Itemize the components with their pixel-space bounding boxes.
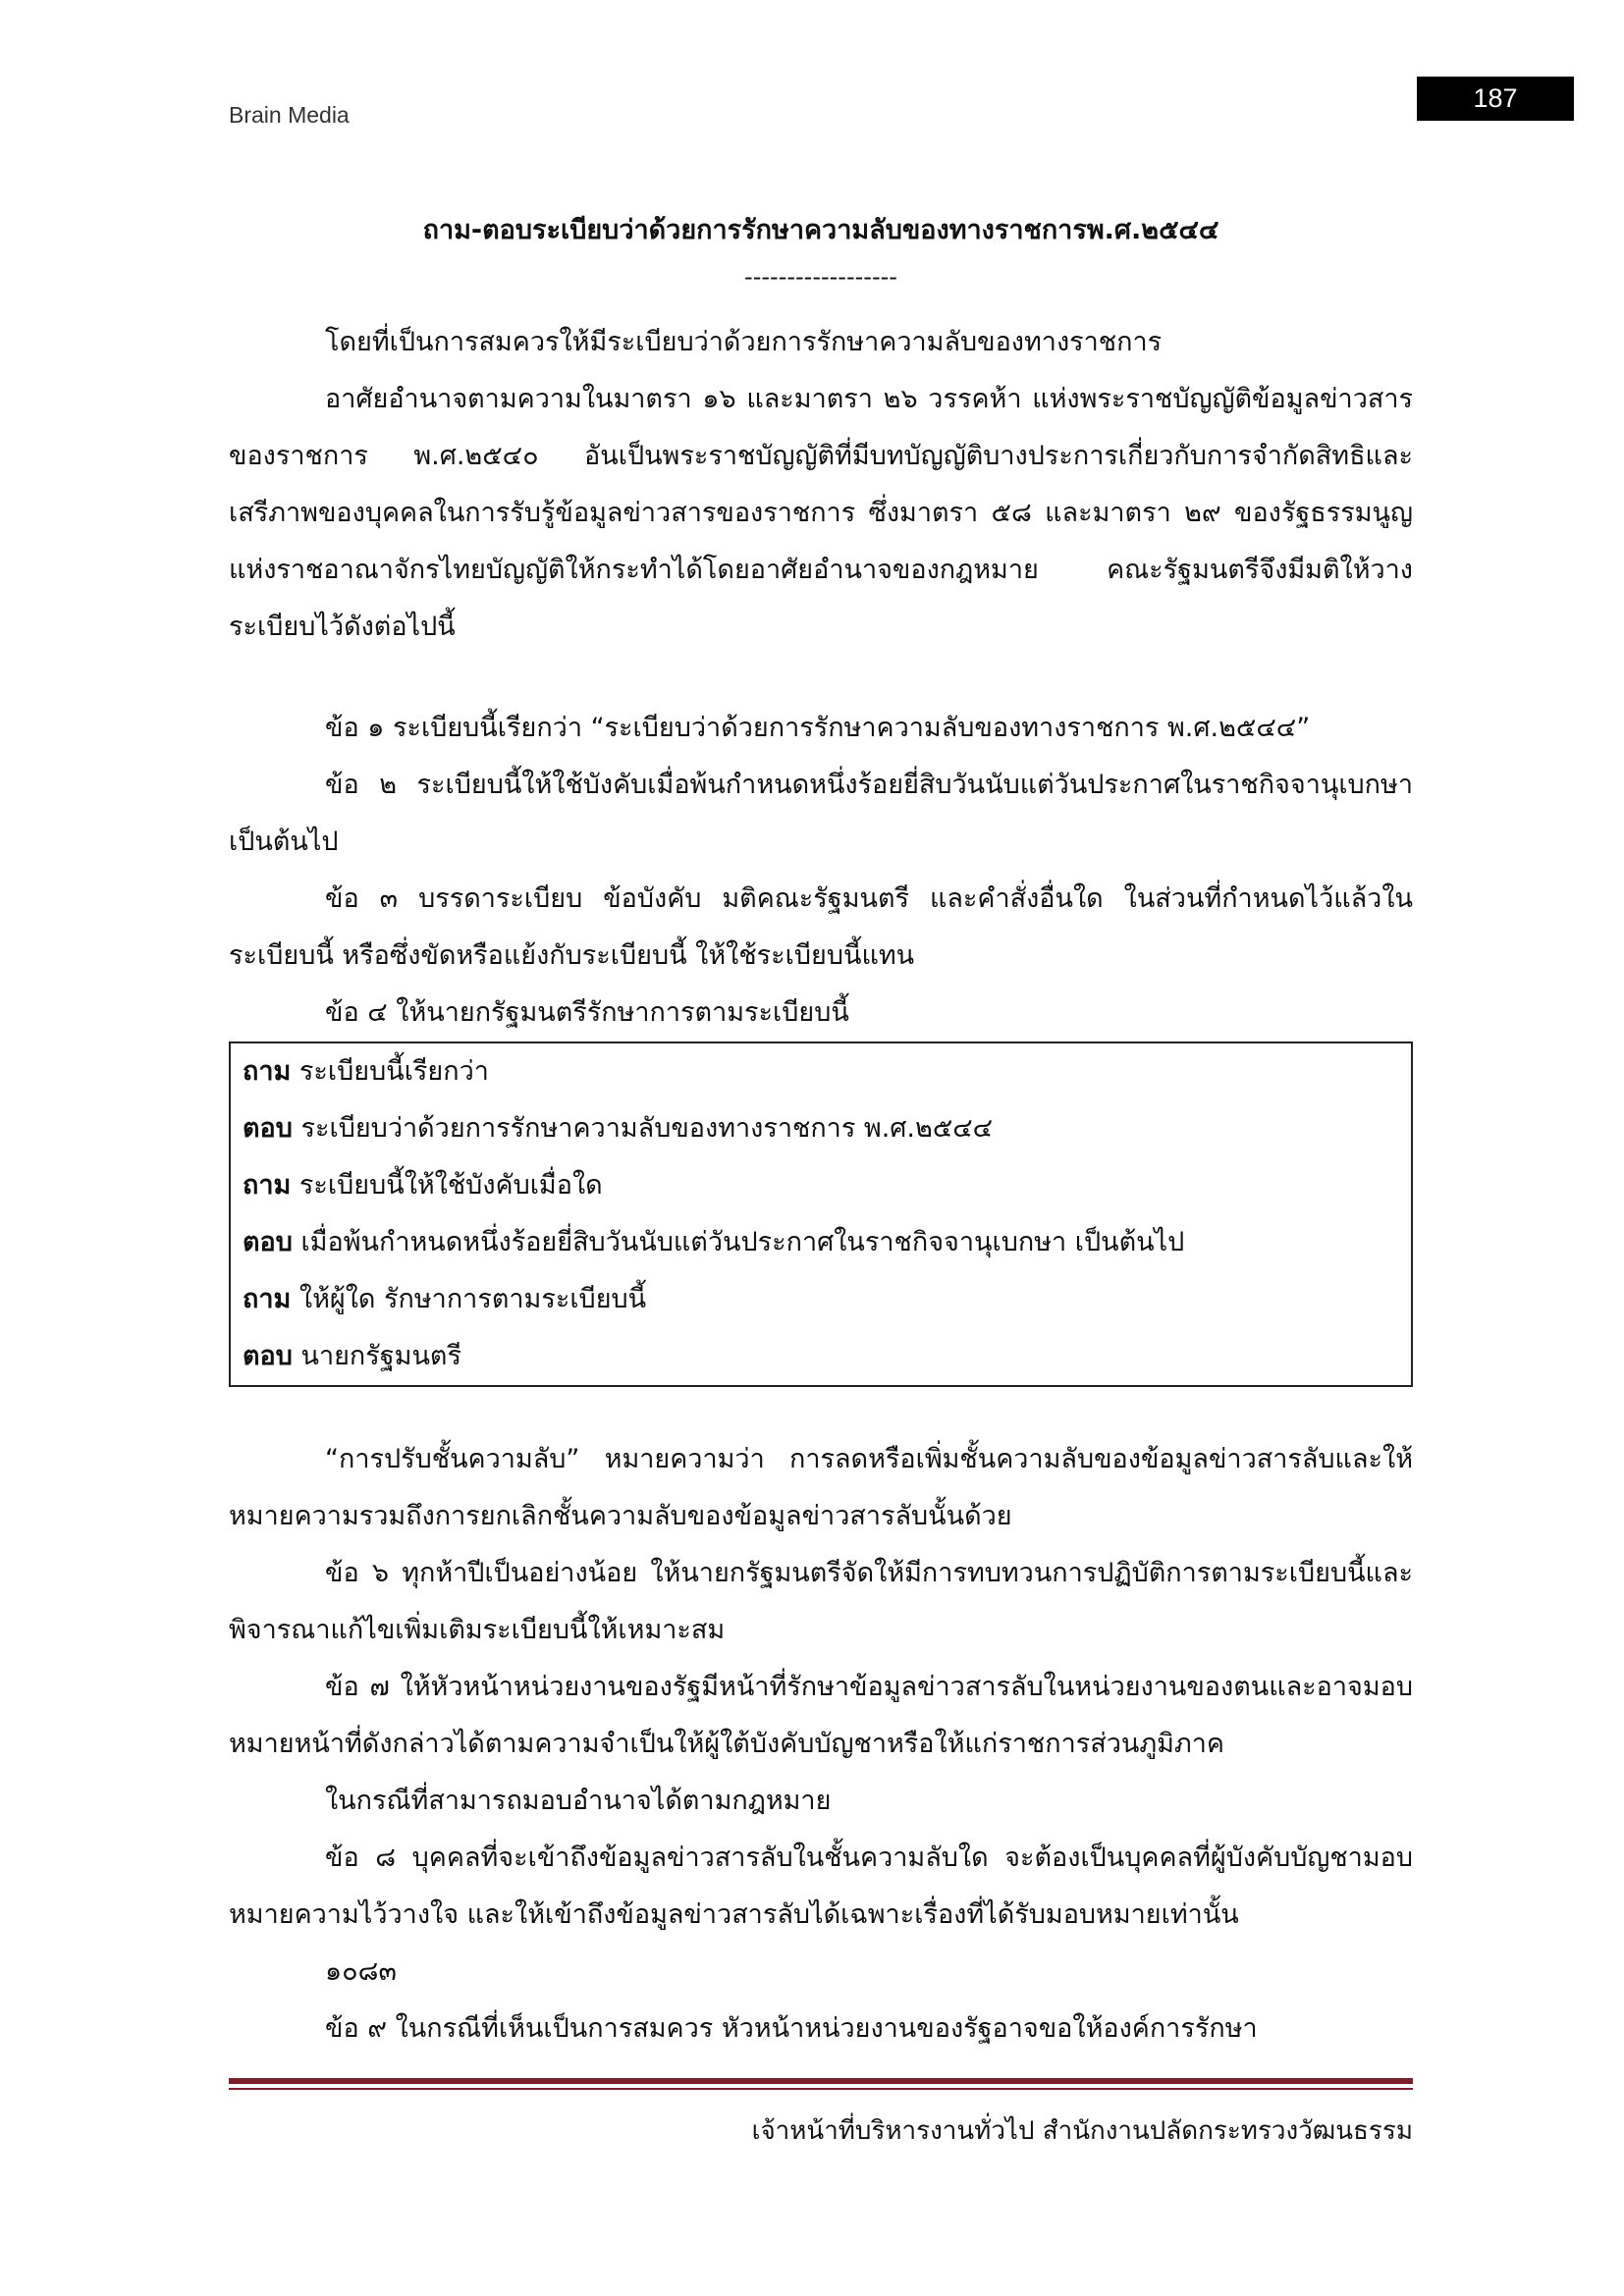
clause-8: ข้อ ๘ บุคคลที่จะเข้าถึงข้อมูลข่าวสารลับในชั้นความลับใด จะต้องเป็นบุคคลที่ผู้บังคับบัญชามอบหมายความไว้วางใจ และให้เข้าถึงข้อมูลข่าวสารลับได้เฉพาะเรื่องที่ได้รับมอบหมายเท่านั้น bbox=[229, 1842, 1413, 1930]
qa-question bbox=[243, 1157, 1399, 1214]
document-title: ถาม-ตอบระเบียบว่าด้วยการรักษาความลับของทางราชการพ.ศ.๒๕๔๔ bbox=[422, 215, 1219, 245]
page-number: 187 bbox=[1417, 77, 1574, 121]
clause-7: ข้อ ๗ ให้หัวหน้าหน่วยงานของรัฐมีหน้าที่รักษาข้อมูลข่าวสารลับในหน่วยงานของตนและอาจมอบหมายหน้าที่ดังกล่าวได้ตามความจำเป็นให้ผู้ใต้บังคับบัญชาหรือให้แก่ราชการส่วนภูมิภาค bbox=[229, 1672, 1413, 1759]
qa-answer bbox=[243, 1328, 1399, 1385]
qa-answer bbox=[243, 1214, 1399, 1271]
qa-text: ระเบียบนี้เรียกว่า bbox=[298, 1056, 489, 1087]
qa-box bbox=[229, 1041, 1413, 1387]
qa-text: นายกรัฐมนตรี bbox=[300, 1341, 461, 1371]
clause-9: ข้อ ๙ ในกรณีที่เห็นเป็นการสมควร หัวหน้าหน่วยงานของรัฐอาจขอให้องค์การรักษา bbox=[325, 2013, 1258, 2044]
paragraph: ในกรณีที่สามารถมอบอำนาจได้ตามกฎหมาย bbox=[325, 1786, 832, 1816]
document-body bbox=[229, 314, 1413, 2057]
qa-text: ระเบียบนี้ให้ใช้บังคับเมื่อใด bbox=[298, 1170, 603, 1201]
footer-rule-thin bbox=[229, 2088, 1413, 2090]
qa-label: ตอบ bbox=[243, 1341, 293, 1371]
qa-text: ให้ผู้ใด รักษาการตามระเบียบนี้ bbox=[298, 1284, 647, 1314]
brand-name: Brain Media bbox=[229, 102, 350, 128]
clause-4: ข้อ ๔ ให้นายกรัฐมนตรีรักษาการตามระเบียบนี้ bbox=[325, 997, 849, 1028]
footer-rule bbox=[229, 2078, 1413, 2084]
reference-number: ๑๐๘๓ bbox=[325, 1956, 397, 1987]
qa-label: ถาม bbox=[243, 1056, 292, 1087]
qa-text: ระเบียบว่าด้วยการรักษาความลับของทางราชการ พ.ศ.๒๕๔๔ bbox=[300, 1113, 994, 1144]
paragraph: “การปรับชั้นความลับ” หมายความว่า การลดหรือเพิ่มชั้นความลับของข้อมูลข่าวสารลับและให้หมายความรวมถึงการยกเลิกชั้นความลับของข้อมูลข่าวสารลับนั้นด้วย bbox=[229, 1444, 1413, 1531]
clause-3: ข้อ ๓ บรรดาระเบียบ ข้อบังคับ มติคณะรัฐมนตรี และคำสั่งอื่นใด ในส่วนที่กำหนดไว้แล้วในระเบียบนี้ หรือซึ่งขัดหรือแย้งกับระเบียบนี้ ให้ใช้ระเบียบนี้แทน bbox=[229, 883, 1413, 971]
clause-1: ข้อ ๑ ระเบียบนี้เรียกว่า “ระเบียบว่าด้วยการรักษาความลับของทางราชการ พ.ศ.๒๕๔๔” bbox=[325, 713, 1311, 743]
qa-label: ถาม bbox=[243, 1284, 292, 1314]
qa-label: ถาม bbox=[243, 1170, 292, 1201]
clause-6: ข้อ ๖ ทุกห้าปีเป็นอย่างน้อย ให้นายกรัฐมนตรีจัดให้มีการทบทวนการปฏิบัติการตามระเบียบนี้และพิจารณาแก้ไขเพิ่มเติมระเบียบนี้ให้เหมาะสม bbox=[229, 1558, 1413, 1645]
qa-label: ตอบ bbox=[243, 1113, 293, 1144]
clause-2: ข้อ ๒ ระเบียบนี้ให้ใช้บังคับเมื่อพ้นกำหนดหนึ่งร้อยยี่สิบวันนับแต่วันประกาศในราชกิจจานุเบกษาเป็นต้นไป bbox=[229, 770, 1413, 857]
qa-question bbox=[243, 1271, 1399, 1328]
qa-label: ตอบ bbox=[243, 1227, 293, 1257]
footer-text: เจ้าหน้าที่บริหารงานทั่วไป สำนักงานปลัดกระทรวงวัฒนธรรม bbox=[751, 2116, 1413, 2146]
qa-answer bbox=[243, 1100, 1399, 1157]
qa-question bbox=[243, 1043, 1399, 1100]
paragraph: อาศัยอำนาจตามความในมาตรา ๑๖ และมาตรา ๒๖ วรรคห้า แห่งพระราชบัญญัติข้อมูลข่าวสารของราชการ พ.ศ.๒๕๔๐ อันเป็นพระราชบัญญัติที่มีบทบัญญัติบางประการเกี่ยวกับการจำกัดสิทธิและเสรีภาพของบุคคลในการรับรู้ข้อมูลข่าวสารของราชการ ซึ่งมาตรา ๕๘ และมาตรา ๒๙ ของรัฐธรรมนูญแห่งราชอาณาจักรไทยบัญญัติให้กระทำได้โดยอาศัยอำนาจของกฎหมาย คณะรัฐมนตรีจึงมีมติให้วางระเบียบไว้ดังต่อไปนี้ bbox=[229, 384, 1413, 642]
paragraph: โดยที่เป็นการสมควรให้มีระเบียบว่าด้วยการรักษาความลับของทางราชการ bbox=[325, 327, 1163, 357]
title-divider: ------------------ bbox=[744, 263, 897, 291]
qa-text: เมื่อพ้นกำหนดหนึ่งร้อยยี่สิบวันนับแต่วันประกาศในราชกิจจานุเบกษา เป็นต้นไป bbox=[300, 1227, 1185, 1257]
